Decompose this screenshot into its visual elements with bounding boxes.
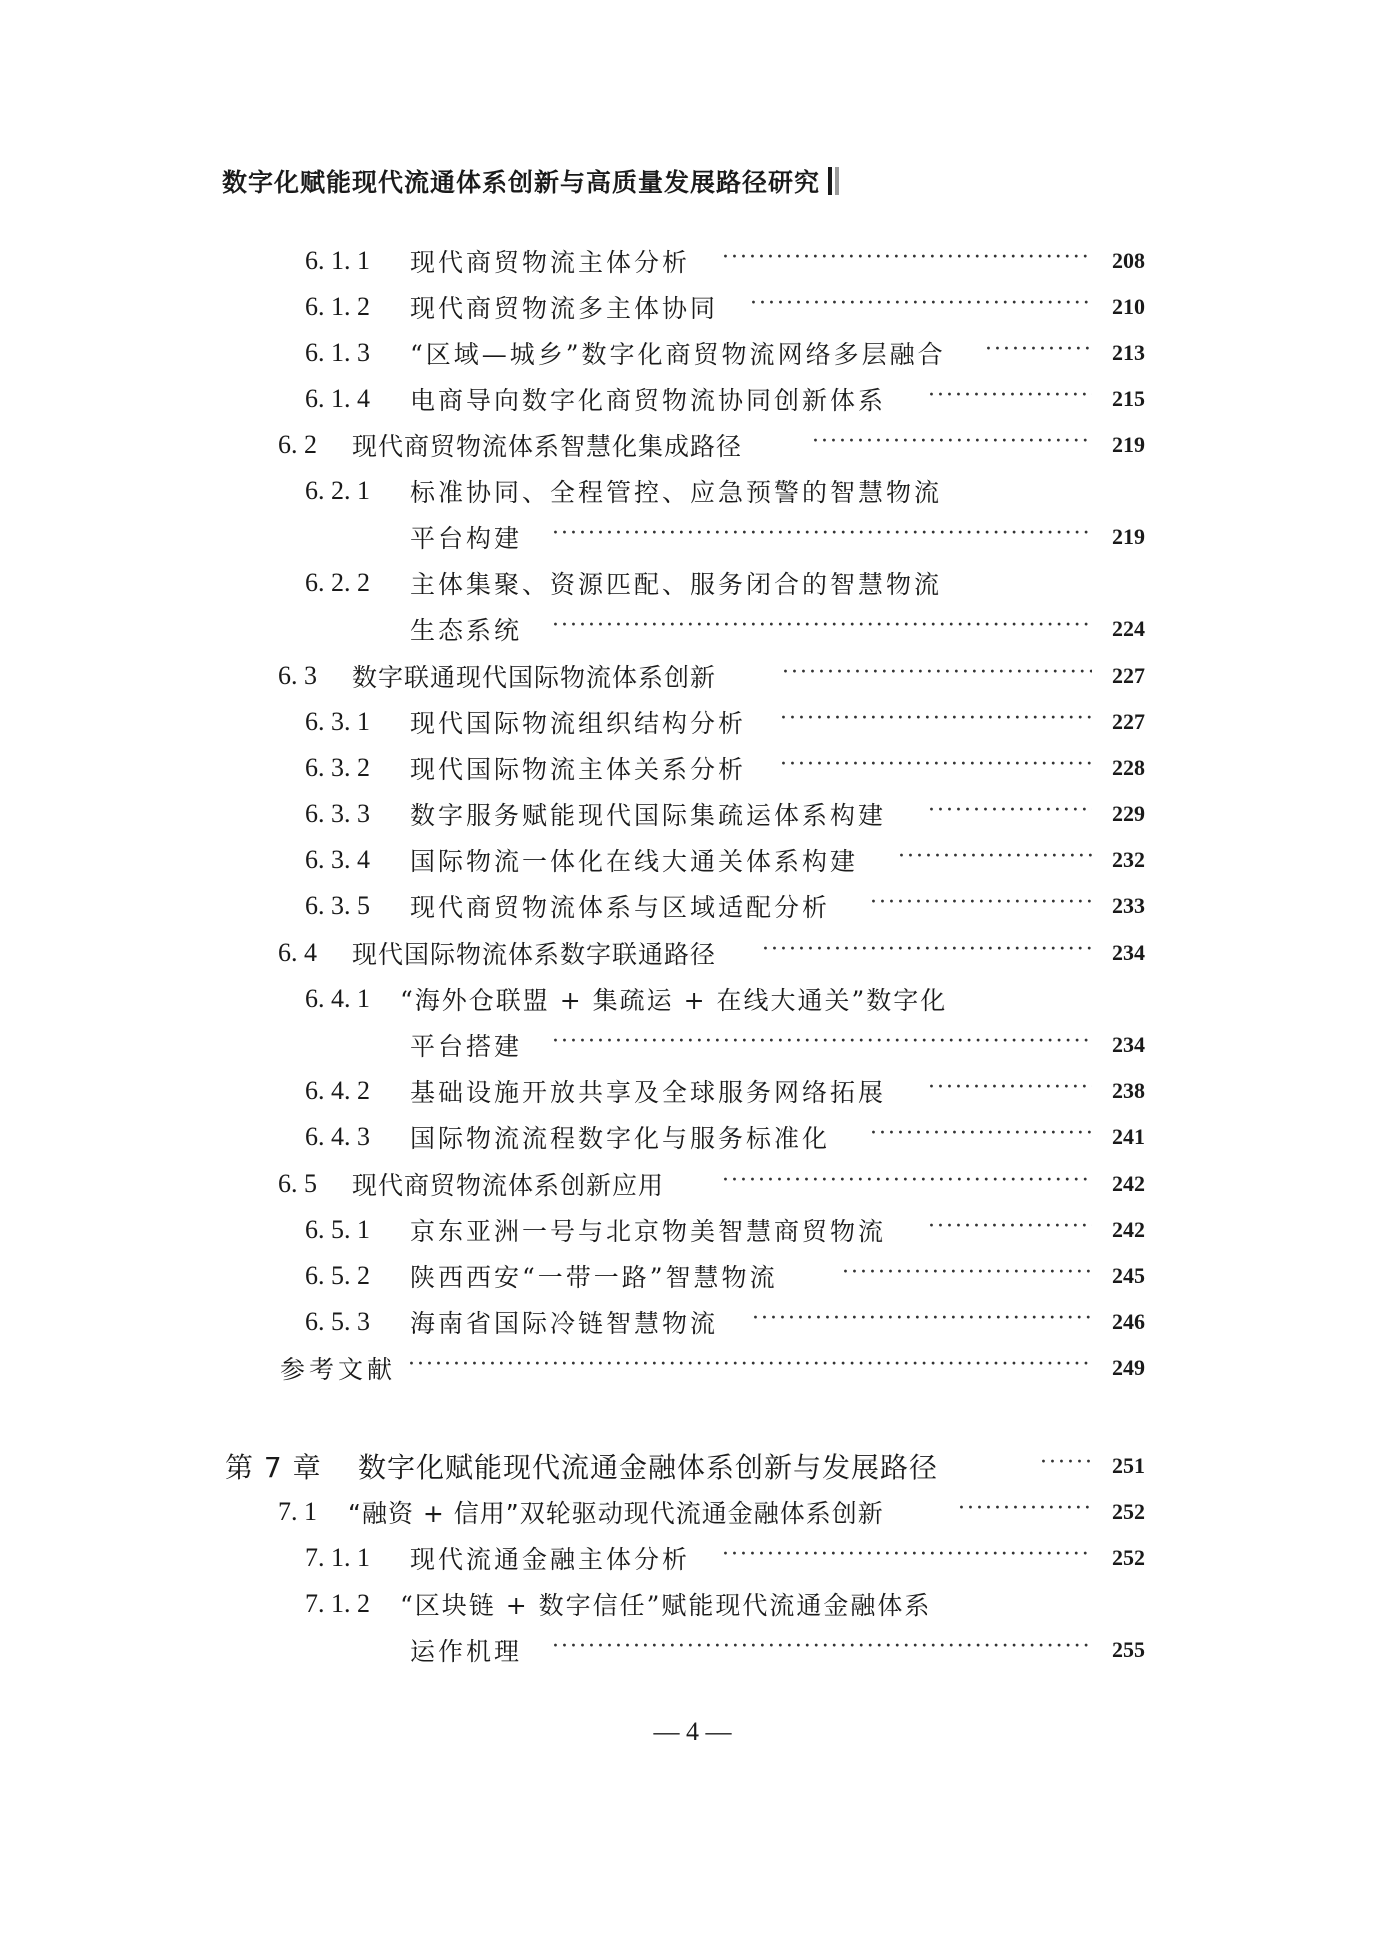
running-header: [222, 163, 832, 199]
toc-entry[interactable]: [0, 471, 1145, 511]
toc-entry-page: 224: [1112, 616, 1145, 641]
toc-leader-dots: [928, 1210, 1092, 1250]
toc-entry-title: 现代国际物流体系数字联通路径: [352, 940, 717, 969]
toc-entry-number: 6. 5: [278, 1169, 317, 1198]
toc-entry-page: 252: [1112, 1499, 1145, 1524]
toc-entry[interactable]: [0, 886, 1145, 926]
toc-entry-title: “融资 + 信用”双轮驱动现代流通金融体系创新: [348, 1499, 884, 1528]
toc-leader-dots: [408, 1348, 1092, 1388]
toc-entry-title: 京东亚洲一号与北京物美智慧商贸物流: [410, 1217, 887, 1246]
toc-entry-title: 现代商贸物流体系创新应用: [352, 1171, 665, 1200]
toc-leader-dots: [552, 1025, 1092, 1065]
toc-leader-dots: [780, 748, 1092, 788]
toc-entry-title: 现代商贸物流体系与区域适配分析: [410, 893, 831, 922]
toc-entry-title: 平台构建: [410, 524, 523, 553]
toc-leader-dots: [898, 840, 1092, 880]
toc-entry-title: “海外仓联盟 + 集疏运 + 在线大通关”数字化: [400, 986, 948, 1015]
toc-entry-page: 208: [1112, 248, 1145, 273]
toc-entry-number: 6. 4. 1: [305, 984, 370, 1013]
toc-entry-number: 6. 5. 2: [305, 1261, 370, 1290]
toc-entry-title: 现代国际物流组织结构分析: [410, 709, 747, 738]
toc-entry-page: 246: [1112, 1309, 1145, 1334]
toc-entry-title: 生态系统: [410, 616, 523, 645]
toc-entry[interactable]: [0, 287, 1145, 327]
toc-entry-page: 213: [1112, 340, 1145, 365]
toc-entry-continued[interactable]: [0, 1630, 1145, 1670]
toc-entry-number: 6. 1. 3: [305, 338, 370, 367]
toc-leader-dots: [762, 933, 1092, 973]
toc-leader-dots: [752, 1302, 1092, 1342]
toc-entry-page: 229: [1112, 801, 1145, 826]
toc-entry-number: 6. 5. 3: [305, 1307, 370, 1336]
toc-entry[interactable]: [0, 1302, 1145, 1342]
toc-entry-page: 227: [1112, 663, 1145, 688]
toc-entry-page: 251: [1112, 1453, 1145, 1478]
toc-entry-page: 219: [1112, 432, 1145, 457]
toc-entry-number: 6. 2. 1: [305, 476, 370, 505]
toc-entry-title: 数字服务赋能现代国际集疏运体系构建: [410, 801, 887, 830]
toc-entry-number: 7. 1. 1: [305, 1543, 370, 1572]
toc-entry-number: 6. 4. 2: [305, 1076, 370, 1105]
toc-entry-page: 234: [1112, 1032, 1145, 1057]
toc-leader-dots: [552, 609, 1092, 649]
toc-entry[interactable]: [0, 425, 1145, 465]
toc-entry[interactable]: [0, 748, 1145, 788]
toc-entry[interactable]: [0, 563, 1145, 603]
toc-leader-dots: [722, 1164, 1092, 1204]
toc-entry-page: 241: [1112, 1124, 1145, 1149]
toc-entry-title: 基础设施开放共享及全球服务网络拓展: [410, 1078, 887, 1107]
toc-leader-dots: [812, 425, 1092, 465]
toc-leader-dots: [928, 1071, 1092, 1111]
toc-entry-continued[interactable]: [0, 1025, 1145, 1065]
toc-entry-page: 227: [1112, 709, 1145, 734]
toc-entry[interactable]: [0, 979, 1145, 1019]
toc-entry-page: 252: [1112, 1545, 1145, 1570]
toc-entry-number: 6. 1. 1: [305, 246, 370, 275]
toc-entry-number: 7. 1: [278, 1497, 317, 1526]
toc-leader-dots: [842, 1256, 1092, 1296]
toc-entry-continued[interactable]: [0, 517, 1145, 557]
toc-entry-title: 陕西西安“一带一路”智慧物流: [410, 1263, 778, 1292]
toc-entry[interactable]: [0, 1071, 1145, 1111]
running-header-title: 数字化赋能现代流通体系创新与高质量发展路径研究: [222, 168, 821, 197]
toc-entry-references[interactable]: [0, 1348, 1145, 1388]
toc-entry-continued[interactable]: [0, 609, 1145, 649]
toc-entry-number: 6. 3. 5: [305, 891, 370, 920]
toc-entry[interactable]: [0, 1210, 1145, 1250]
toc-entry-title: 参考文献: [280, 1355, 397, 1384]
toc-entry[interactable]: [0, 1538, 1145, 1578]
toc-entry-title: 国际物流一体化在线大通关体系构建: [410, 847, 859, 876]
toc-leader-dots: [722, 1538, 1092, 1578]
toc-leader-dots: [928, 379, 1092, 419]
toc-leader-dots: [958, 1492, 1092, 1532]
toc-entry-page: 234: [1112, 940, 1145, 965]
toc-entry-number: 6. 2. 2: [305, 568, 370, 597]
toc-entry-page: 238: [1112, 1078, 1145, 1103]
toc-entry-title: 平台搭建: [410, 1032, 523, 1061]
toc-entry-title: 现代商贸物流体系智慧化集成路径: [352, 432, 743, 461]
toc-entry-number: 6. 5. 1: [305, 1215, 370, 1244]
toc-leader-dots: [552, 1630, 1092, 1670]
toc-entry-page: 215: [1112, 386, 1145, 411]
toc-entry-title: 现代流通金融主体分析: [410, 1545, 691, 1574]
toc-entry[interactable]: [0, 1256, 1145, 1296]
toc-entry-chapter[interactable]: [0, 1446, 1145, 1486]
toc-entry-page: 228: [1112, 755, 1145, 780]
toc-entry-page: 242: [1112, 1217, 1145, 1242]
toc-leader-dots: [750, 287, 1092, 327]
toc-leader-dots: [870, 1117, 1092, 1157]
toc-entry-number: 7. 1. 2: [305, 1589, 370, 1618]
toc-entry[interactable]: [0, 1164, 1145, 1204]
toc-entry-title: 运作机理: [410, 1637, 523, 1666]
toc-entry-page: 242: [1112, 1171, 1145, 1196]
toc-leader-dots: [782, 656, 1092, 696]
toc-entry-page: 210: [1112, 294, 1145, 319]
toc-entry-title: 数字联通现代国际物流体系创新: [352, 663, 717, 692]
toc-entry-title: 标准协同、全程管控、应急预警的智慧物流: [410, 478, 943, 507]
toc-entry-page: 233: [1112, 893, 1145, 918]
toc-leader-dots: [780, 702, 1092, 742]
toc-entry[interactable]: [0, 1117, 1145, 1157]
toc-entry-page: 232: [1112, 847, 1145, 872]
toc-entry[interactable]: [0, 1584, 1145, 1624]
toc-entry-number: 6. 3. 3: [305, 799, 370, 828]
toc-entry[interactable]: [0, 656, 1145, 696]
toc-entry-title: 海南省国际冷链智慧物流: [410, 1309, 719, 1338]
toc-entry-title: “区块链 + 数字信任”赋能现代流通金融体系: [400, 1591, 932, 1620]
toc-entry[interactable]: [0, 379, 1145, 419]
toc-entry-number: 6. 4: [278, 938, 317, 967]
toc-entry[interactable]: [0, 1492, 1145, 1532]
toc-leader-dots: [552, 517, 1092, 557]
toc-entry-title: 国际物流流程数字化与服务标准化: [410, 1124, 831, 1153]
toc-entry[interactable]: [0, 794, 1145, 834]
toc-entry[interactable]: [0, 933, 1145, 973]
header-bar-icon: [828, 167, 832, 195]
toc-entry-number: 6. 1. 4: [305, 384, 370, 413]
toc-entry-number: 6. 3: [278, 661, 317, 690]
toc-entry-page: 249: [1112, 1355, 1145, 1380]
toc-entry-title: 现代国际物流主体关系分析: [410, 755, 747, 784]
toc-entry-number: 6. 3. 2: [305, 753, 370, 782]
toc-entry-title: 现代商贸物流主体分析: [410, 248, 691, 277]
page-number: — 4 —: [653, 1717, 732, 1746]
toc-entry[interactable]: [0, 702, 1145, 742]
toc-entry[interactable]: [0, 333, 1145, 373]
toc-entry[interactable]: [0, 840, 1145, 880]
toc-entry-title: 电商导向数字化商贸物流协同创新体系: [410, 386, 887, 415]
toc-leader-dots: [870, 886, 1092, 926]
toc-entry-number: 6. 2: [278, 430, 317, 459]
toc-leader-dots: [722, 241, 1092, 281]
toc-entry-title: “区域—城乡”数字化商贸物流网络多层融合: [410, 340, 946, 369]
toc-entry-number: 6. 4. 3: [305, 1122, 370, 1151]
toc-entry[interactable]: [0, 241, 1145, 281]
toc-entry-number: 6. 3. 4: [305, 845, 370, 874]
toc-entry-page: 219: [1112, 524, 1145, 549]
toc-entry-number: 第 7 章: [225, 1451, 322, 1484]
toc-entry-page: 255: [1112, 1637, 1145, 1662]
toc-entry-title: 现代商贸物流多主体协同: [410, 294, 719, 323]
toc-entry-page: 245: [1112, 1263, 1145, 1288]
toc-entry-title: 数字化赋能现代流通金融体系创新与发展路径: [358, 1451, 939, 1484]
toc-leader-dots: [928, 794, 1092, 834]
toc-entry-number: 6. 3. 1: [305, 707, 370, 736]
toc-entry-number: 6. 1. 2: [305, 292, 370, 321]
toc-entry-title: 主体集聚、资源匹配、服务闭合的智慧物流: [410, 570, 943, 599]
